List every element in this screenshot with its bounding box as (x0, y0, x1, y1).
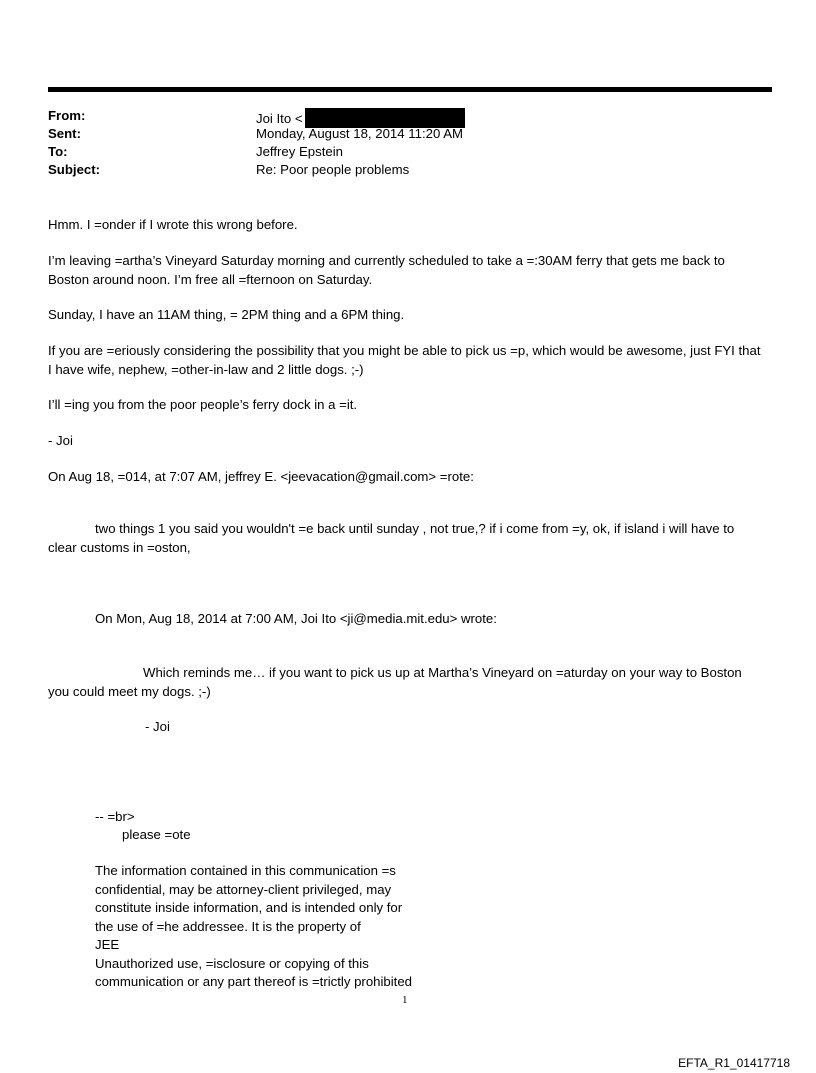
body-paragraph-2: I’m leaving =artha’s Vineyard Saturday morning and currently scheduled to take a =:30AM ferry that gets me back to Boston around noon. I’m free all =fternoon on Saturday. (48, 253, 725, 287)
subject-value: Re: Poor people problems (256, 162, 410, 177)
disclaimer-line: the use of =he addressee. It is the property of (95, 918, 361, 934)
body-paragraph-1: Hmm. I =onder if I wrote this wrong before. (48, 217, 298, 232)
from-label: From: (48, 108, 86, 123)
disclaimer-line: The information contained in this communication =s (95, 863, 396, 878)
signature-note: please =ote (122, 827, 191, 842)
disclaimer-line: constitute inside information, and is intended only for (95, 900, 403, 915)
sent-label: Sent: (48, 126, 81, 141)
quote1-attribution: On Aug 18, =014, at 7:07 AM, jeffrey E. <jeevacation@gmail.com> =rote: (48, 469, 474, 484)
body-signature: - Joi (48, 433, 73, 448)
header-rule (48, 87, 772, 92)
disclaimer-line: JEE (95, 937, 120, 952)
from-text: Joi Ito < (256, 111, 303, 126)
quote2-attribution: On Mon, Aug 18, 2014 at 7:00 AM, Joi Ito <ji@media.mit.edu> wrote: (95, 611, 497, 626)
page-number: 1 (402, 994, 408, 1006)
subject-row (48, 162, 768, 180)
to-value: Jeffrey Epstein (256, 144, 343, 159)
sent-value: Monday, August 18, 2014 11:20 AM (256, 126, 463, 141)
body-paragraph-5: I’ll =ing you from the poor people’s ferry dock in a =it. (48, 397, 358, 412)
disclaimer-line: confidential, may be attorney-client privileged, may (95, 881, 392, 897)
document-id: EFTA_R1_01417718 (678, 1056, 790, 1070)
sent-row (48, 126, 768, 144)
body-paragraph-4: If you are =eriously considering the possibility that you might be able to pick us =p, which would be awesome, just FYI that I have wife, nephew, =other-in-law and 2 little dogs. ;-) (48, 343, 761, 377)
disclaimer-line: Unauthorized use, =isclosure or copying of this (95, 955, 369, 971)
disclaimer-line: communication or any part thereof is =trictly prohibited (95, 974, 413, 989)
signature-dash: -- =br> (95, 809, 135, 824)
disclaimer (95, 862, 495, 992)
from-row (48, 108, 768, 126)
quote1-text: two things 1 you said you wouldn't =e back until sunday , not true,? if i come from =y, ok, if island i will have to clear customs in =oston, (48, 521, 735, 555)
quote2-signature: - Joi (145, 719, 170, 734)
quote2-text: Which reminds me… if you want to pick us up at Martha’s Vineyard on =aturday on your way to Boston you could meet my dogs. ;-) (48, 665, 742, 699)
to-row (48, 144, 768, 162)
from-value (256, 108, 465, 128)
subject-label: Subject: (48, 162, 101, 177)
to-label: To: (48, 144, 68, 159)
redaction-box (305, 108, 465, 128)
body-paragraph-3: Sunday, I have an 11AM thing, = 2PM thing and a 6PM thing. (48, 307, 405, 322)
